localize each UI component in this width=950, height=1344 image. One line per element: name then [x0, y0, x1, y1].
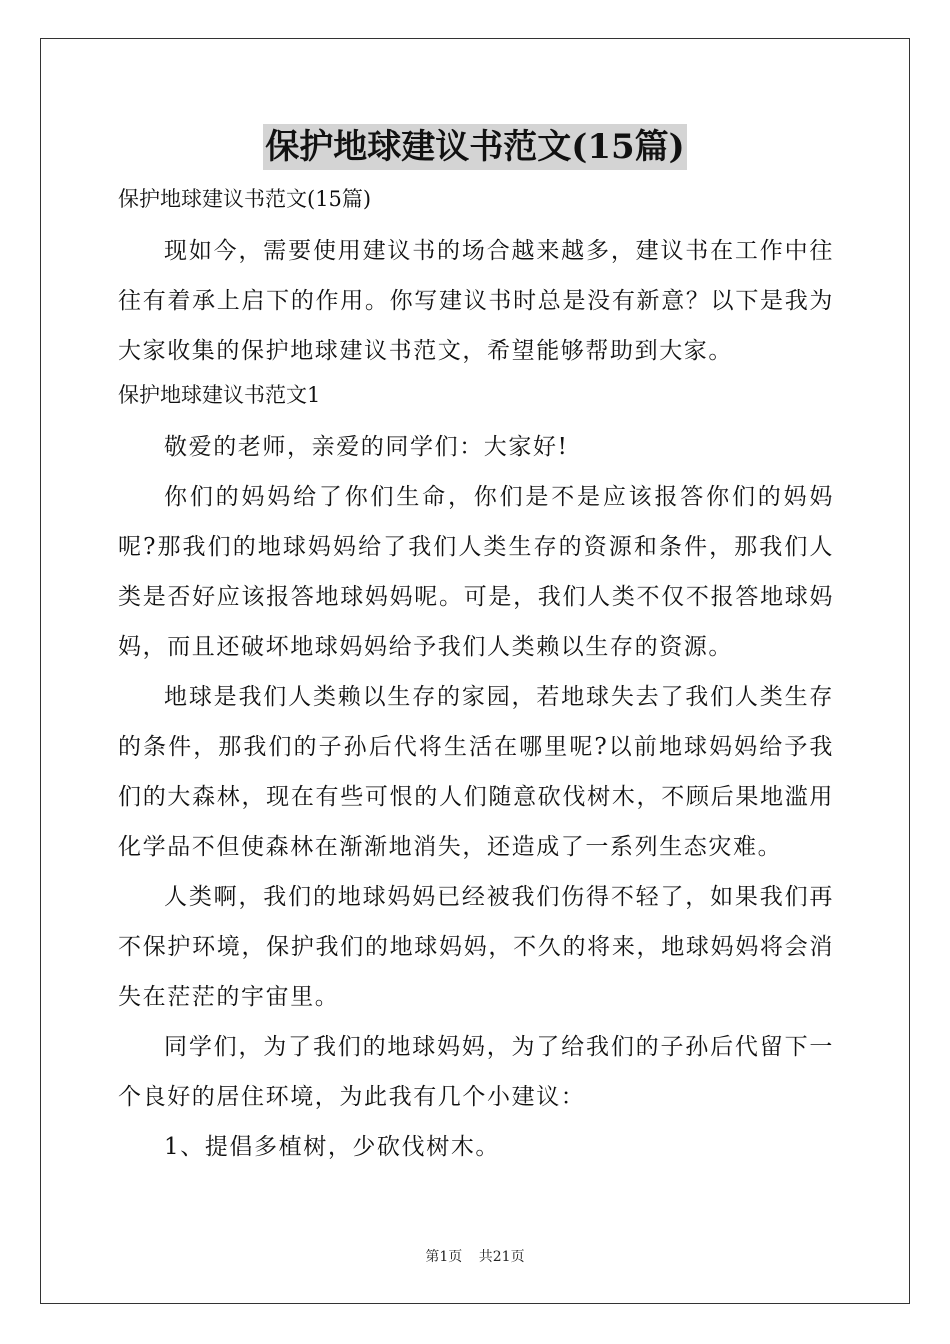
- body-paragraph-1: 你们的妈妈给了你们生命，你们是不是应该报答你们的妈妈呢?那我们的地球妈妈给了我们人类生存的资源和条件，那我们人类是否好应该报答地球妈妈呢。可是，我们人类不仅不报答地球妈妈，而且还破坏地球妈妈给予我们人类赖以生存的资源。: [118, 484, 834, 660]
- body-paragraph-3: 人类啊，我们的地球妈妈已经被我们伤得不轻了，如果我们再不保护环境，保护我们的地球妈妈，不久的将来，地球妈妈将会消失在茫茫的宇宙里。: [118, 884, 834, 1010]
- greeting-paragraph: 敬爱的老师，亲爱的同学们：大家好!: [164, 434, 569, 460]
- page-footer: [0, 1246, 950, 1266]
- page-total: 共21页: [478, 1249, 525, 1265]
- section-heading: 保护地球建议书范文1: [118, 383, 321, 407]
- title-container: [0, 124, 950, 170]
- body-paragraph-5: 1、提倡多植树，少砍伐树木。: [164, 1134, 501, 1160]
- document-title: 保护地球建议书范文(15篇): [263, 124, 687, 170]
- intro-paragraph: 现如今，需要使用建议书的场合越来越多，建议书在工作中往往有着承上启下的作用。你写建议书时总是没有新意？以下是我为大家收集的保护地球建议书范文，希望能够帮助到大家。: [118, 238, 834, 364]
- body-paragraph-2: 地球是我们人类赖以生存的家园，若地球失去了我们人类生存的条件，那我们的子孙后代将生活在哪里呢?以前地球妈妈给予我们的大森林，现在有些可恨的人们随意砍伐树木，不顾后果地滥用化学品不但使森林在渐渐地消失，还造成了一系列生态灾难。: [118, 684, 834, 860]
- page-number: 第1页: [425, 1249, 463, 1265]
- document-subtitle: 保护地球建议书范文(15篇): [118, 187, 372, 211]
- document-body: [118, 180, 834, 1172]
- body-paragraph-4: 同学们，为了我们的地球妈妈，为了给我们的子孙后代留下一个良好的居住环境，为此我有几个小建议：: [118, 1034, 834, 1110]
